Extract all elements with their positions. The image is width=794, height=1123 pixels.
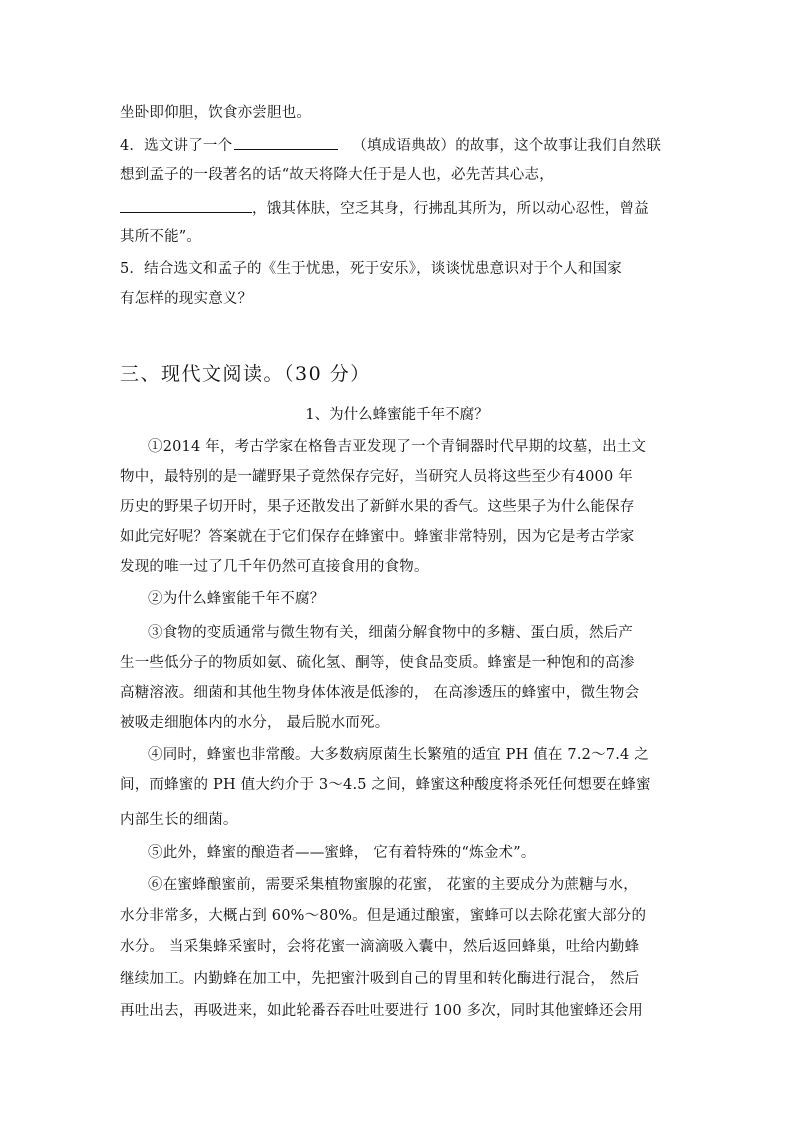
question-4-line-3-text: ，饿其体肤，空乏其身，行拂乱其所为，所以动心忍性，曾益 — [252, 201, 649, 217]
paragraph-4-line: 内部生长的细菌。 — [120, 812, 238, 828]
paragraph-1-line: 如此完好呢？答案就在于它们保存在蜂蜜中。蜂蜜非常特别，因为它是考古学家 — [120, 529, 635, 545]
question-4-text-start: 4．选文讲了一个 — [120, 138, 233, 154]
paragraph-6-line: 水分。 当采集蜂采蜜时，会将花蜜一滴滴吸入囊中，然后返回蜂巢，吐给内勤蜂 — [120, 939, 640, 955]
paragraph-3-line: 生一些低分子的物质如氨、硫化氢、酮等，使食品变质。蜂蜜是一种饱和的高渗 — [120, 655, 635, 671]
paragraph-6-line: 继续加工。内勤蜂在加工中，先把蜜汁吸到自己的胃里和转化酶进行混合， 然后 — [120, 971, 640, 987]
paragraph-1-line: 发现的唯一过了几千年仍然可直接食用的食物。 — [120, 559, 429, 575]
question-4 — [120, 135, 680, 156]
question-4-line-4: 其所不能”。 — [120, 229, 202, 245]
paragraph-4-line: 间，而蜂蜜的 PH 值大约介于 3～4.5 之间，蜂蜜这种酸度将杀死任何想要在蜂蜜 — [120, 777, 651, 793]
paragraph-3-line: 高糖溶液。细菌和其他生物身体体液是低渗的， 在高渗透压的蜂蜜中，微生物会 — [120, 685, 640, 701]
answer-blank-idiom — [234, 135, 338, 150]
paragraph-1-line: 物中，最特别的是一罐野果子竟然保存完好，当研究人员将这些至少有4000 年 — [120, 469, 633, 485]
paragraph-2: ②为什么蜂蜜能千年不腐？ — [148, 591, 325, 607]
paragraph-1-line: 历史的野果子切开时，果子还散发出了新鲜水果的香气。这些果子为什么能保存 — [120, 499, 635, 515]
question-4-line-2: 想到孟子的一段著名的话“故天将降大任于是人也，必先苦其心志， — [120, 167, 554, 183]
question-5: 5．结合选文和孟子的《生于忧患，死于安乐》，谈谈忧患意识对于个人和国家 — [120, 261, 622, 277]
paragraph-3-line: ③食物的变质通常与微生物有关，细菌分解食物中的多糖、蛋白质，然后产 — [148, 625, 634, 641]
paragraph-4-line: ④同时，蜂蜜也非常酸。大多数病原菌生长繁殖的适宜 PH 值在 7.2～7.4 之 — [148, 747, 649, 763]
paragraph-1-line: ①2014 年，考古学家在格鲁吉亚发现了一个青铜器时代早期的坟墓，出土文 — [148, 439, 647, 455]
paragraph-5: ⑤此外，蜂蜜的酿造者——蜜蜂， 它有着特殊的“炼金术”。 — [148, 845, 536, 861]
paragraph-6-line: ⑥在蜜蜂酿蜜前，需要采集植物蜜腺的花蜜， 花蜜的主要成分为蔗糖与水， — [148, 877, 638, 893]
paragraph-6-line: 再吐出去，再吸进来，如此轮番吞吞吐吐要进行 100 多次，同时其他蜜蜂还会用 — [120, 1003, 643, 1019]
paragraph-3-line: 被吸走细胞体内的水分， 最后脱水而死。 — [120, 715, 390, 731]
passage-continuation-line: 坐卧即仰胆，饮食亦尝胆也。 — [120, 105, 312, 121]
question-5-line-2: 有怎样的现实意义？ — [120, 291, 253, 307]
answer-blank-quote — [120, 198, 252, 213]
paragraph-6-line: 水分非常多，大概占到 60%～80%。但是通过酿蜜，蜜蜂可以去除花蜜大部分的 — [120, 908, 647, 924]
article-title: 1、为什么蜂蜜能千年不腐？ — [305, 407, 489, 423]
question-4-line-3 — [120, 198, 680, 219]
section-heading: 三、现代文阅读。（30 分） — [120, 363, 371, 385]
question-4-text-cont: （填成语典故）的故事，这个故事让我们自然联 — [352, 138, 662, 154]
